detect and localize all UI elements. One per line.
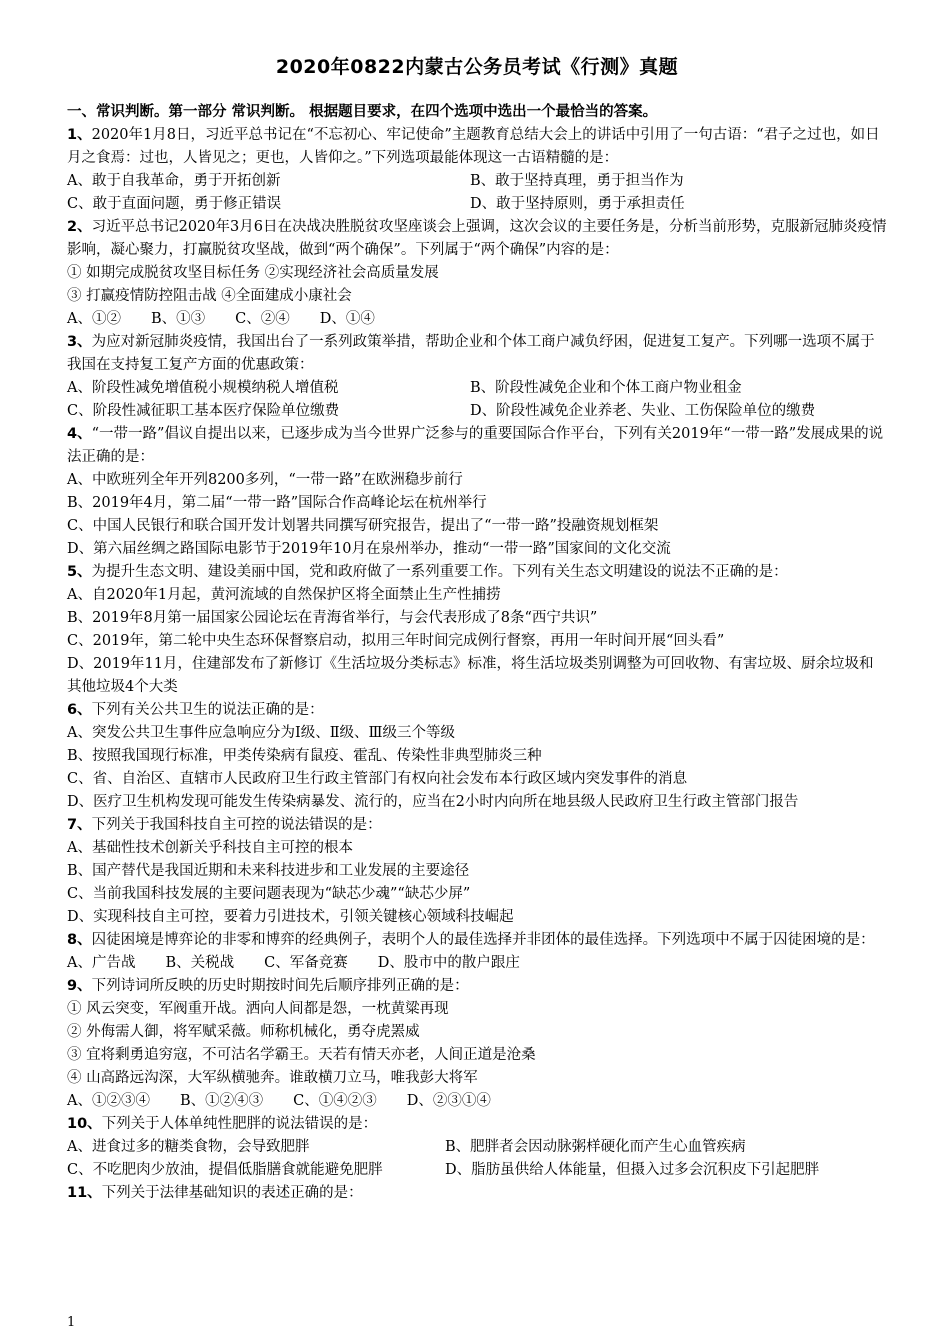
question-number: 3、 xyxy=(67,334,92,350)
question-stem: 9、下列诗词所反映的历史时期按时间先后顺序排列正确的是： xyxy=(67,978,469,994)
option: C、军备竞赛 xyxy=(264,955,348,971)
option: A、基础性技术创新关乎科技自主可控的根本 xyxy=(67,840,353,856)
options-row xyxy=(67,1136,887,1159)
option: C、阶段性减征职工基本医疗保险单位缴费 xyxy=(67,403,340,419)
option: C、2019年，第二轮中央生态环保督察启动，拟用三年时间完成例行督察，再用一年时间开展“回头看” xyxy=(67,633,725,649)
option: D、阶段性减免企业养老、失业、工伤保险单位的缴费 xyxy=(470,403,816,419)
option: B、阶段性减免企业和个体工商户物业租金 xyxy=(470,380,742,396)
question-number: 9、 xyxy=(67,978,92,994)
question-stem: 10、下列关于人体单纯性肥胖的说法错误的是： xyxy=(67,1116,378,1132)
option: D、医疗卫生机构发现可能发生传染病暴发、流行的，应当在2小时内向所在地县级人民政府卫生行政主管部门报告 xyxy=(67,794,799,810)
option: D、脂肪虽供给人体能量，但摄入过多会沉积皮下引起肥胖 xyxy=(445,1162,820,1178)
option: D、②③①④ xyxy=(406,1093,491,1109)
option: B、肥胖者会因动脉粥样硬化而产生心血管疾病 xyxy=(445,1139,746,1155)
question-stem: 2、习近平总书记2020年3月6日在决战决胜脱贫攻坚座谈会上强调，这次会议的主要任务是，分析当前形势，克服新冠肺炎疫情影响，凝心聚力，打赢脱贫攻坚战，做到“两个确保”。下列属于“两个确保”内容的是： xyxy=(67,219,887,258)
option: B、①③ xyxy=(150,311,206,327)
option: B、2019年8月第一届国家公园论坛在青海省举行，与会代表形成了8条“西宁共识” xyxy=(67,610,598,626)
option: D、①④ xyxy=(319,311,375,327)
option: B、①②④③ xyxy=(179,1093,264,1109)
question-stem: 6、下列有关公共卫生的说法正确的是： xyxy=(67,702,324,718)
question-number: 8、 xyxy=(67,932,92,948)
options-row xyxy=(67,308,887,331)
question-number: 11、 xyxy=(67,1185,102,1201)
option: B、国产替代是我国近期和未来科技进步和工业发展的主要途径 xyxy=(67,863,470,879)
question-stem: 3、为应对新冠肺炎疫情，我国出台了一系列政策举措，帮助企业和个体工商户减负纾困，促进复工复产。下列哪一选项不属于我国在支持复工复产方面的优惠政策： xyxy=(67,334,875,373)
page-number: 1 xyxy=(67,1315,76,1330)
statement-item: ③ 打赢疫情防控阻击战 ④全面建成小康社会 xyxy=(67,288,352,304)
option: A、①②③④ xyxy=(67,1093,150,1109)
question-number: 2、 xyxy=(67,219,92,235)
statement-item: ① 风云突变，军阀重开战。洒向人间都是怨，一枕黄粱再现 xyxy=(67,1001,449,1017)
options-row xyxy=(67,1090,887,1113)
option: C、当前我国科技发展的主要问题表现为“缺芯少魂”“缺芯少屏” xyxy=(67,886,471,902)
option: D、实现科技自主可控，要着力引进技术，引领关键核心领域科技崛起 xyxy=(67,909,514,925)
question-number: 6、 xyxy=(67,702,92,718)
option: A、中欧班列全年开列8200多列，“一带一路”在欧洲稳步前行 xyxy=(67,472,463,488)
option: B、按照我国现行标准，甲类传染病有鼠疫、霍乱、传染性非典型肺炎三种 xyxy=(67,748,542,764)
option: A、敢于自我革命，勇于开拓创新 xyxy=(67,173,281,189)
option: A、自2020年1月起，黄河流域的自然保护区将全面禁止生产性捕捞 xyxy=(67,587,501,603)
page-title: 2020年0822内蒙古公务员考试《行测》真题 xyxy=(275,56,679,78)
option: A、阶段性减免增值税小规模纳税人增值税 xyxy=(67,380,339,396)
option: B、关税战 xyxy=(165,955,235,971)
statement-item: ③ 宜将剩勇追穷寇，不可沽名学霸王。天若有情天亦老，人间正道是沧桑 xyxy=(67,1047,536,1063)
option: C、不吃肥肉少放油，提倡低脂膳食就能避免肥胖 xyxy=(67,1162,383,1178)
statement-item: ① 如期完成脱贫攻坚目标任务 ②实现经济社会高质量发展 xyxy=(67,265,439,281)
option: A、突发公共卫生事件应急响应分为Ⅰ级、Ⅱ级、Ⅲ级三个等级 xyxy=(67,725,456,741)
option: C、①④②③ xyxy=(293,1093,377,1109)
options-row xyxy=(67,1159,887,1182)
options-row xyxy=(67,170,887,193)
option: D、2019年11月，住建部发布了新修订《生活垃圾分类标志》标准，将生活垃圾类别调整为可回收物、有害垃圾、厨余垃圾和其他垃圾4个大类 xyxy=(67,656,874,695)
option: D、第六届丝绸之路国际电影节于2019年10月在泉州举办，推动“一带一路”国家间的文化交流 xyxy=(67,541,671,557)
option: A、广告战 xyxy=(67,955,136,971)
question-stem: 8、囚徒困境是博弈论的非零和博弈的经典例子，表明个人的最佳选择并非团体的最佳选择。下列选项中不属于囚徒困境的是： xyxy=(67,932,875,948)
option: D、股市中的散户跟庄 xyxy=(377,955,520,971)
question-stem: 7、下列关于我国科技自主可控的说法错误的是： xyxy=(67,817,382,833)
options-row xyxy=(67,377,887,400)
section-heading: 一、常识判断。第一部分 常识判断。 根据题目要求，在四个选项中选出一个最恰当的答案。 xyxy=(67,104,658,120)
option: A、①② xyxy=(67,311,121,327)
options-row xyxy=(67,193,887,216)
option: D、敢于坚持原则，勇于承担责任 xyxy=(470,196,685,212)
option: C、②④ xyxy=(235,311,290,327)
question-number: 7、 xyxy=(67,817,92,833)
question-number: 1、 xyxy=(67,127,92,143)
statement-item: ② 外侮需人御，将军赋采薇。师称机械化，勇夺虎罴威 xyxy=(67,1024,420,1040)
document-page xyxy=(67,52,887,1205)
question-stem: 5、为提升生态文明、建设美丽中国，党和政府做了一系列重要工作。下列有关生态文明建设的说法不正确的是： xyxy=(67,564,788,580)
question-number: 4、 xyxy=(67,426,92,442)
statement-item: ④ 山高路远沟深，大军纵横驰奔。谁敢横刀立马，唯我彭大将军 xyxy=(67,1070,478,1086)
option: B、2019年4月，第二届“一带一路”国际合作高峰论坛在杭州举行 xyxy=(67,495,487,511)
option: C、中国人民银行和联合国开发计划署共同撰写研究报告，提出了“一带一路”投融资规划框架 xyxy=(67,518,659,534)
question-stem: 4、“一带一路”倡议自提出以来，已逐步成为当今世界广泛参与的重要国际合作平台，下列有关2019年“一带一路”发展成果的说法正确的是： xyxy=(67,426,884,465)
options-row xyxy=(67,952,887,975)
question-stem: 11、下列关于法律基础知识的表述正确的是： xyxy=(67,1185,363,1201)
option: A、进食过多的糖类食物，会导致肥胖 xyxy=(67,1139,310,1155)
option: C、省、自治区、直辖市人民政府卫生行政主管部门有权向社会发布本行政区域内突发事件的消息 xyxy=(67,771,688,787)
option: B、敢于坚持真理，勇于担当作为 xyxy=(470,173,684,189)
option: C、敢于直面问题，勇于修正错误 xyxy=(67,196,282,212)
question-stem: 1、2020年1月8日，习近平总书记在“不忘初心、牢记使命”主题教育总结大会上的讲话中引用了一句古语：“君子之过也，如日月之食焉：过也，人皆见之；更也，人皆仰之。”下列选项最能体现这一古语精髓的是： xyxy=(67,127,880,166)
options-row xyxy=(67,400,887,423)
question-number: 10、 xyxy=(67,1116,102,1132)
question-number: 5、 xyxy=(67,564,92,580)
